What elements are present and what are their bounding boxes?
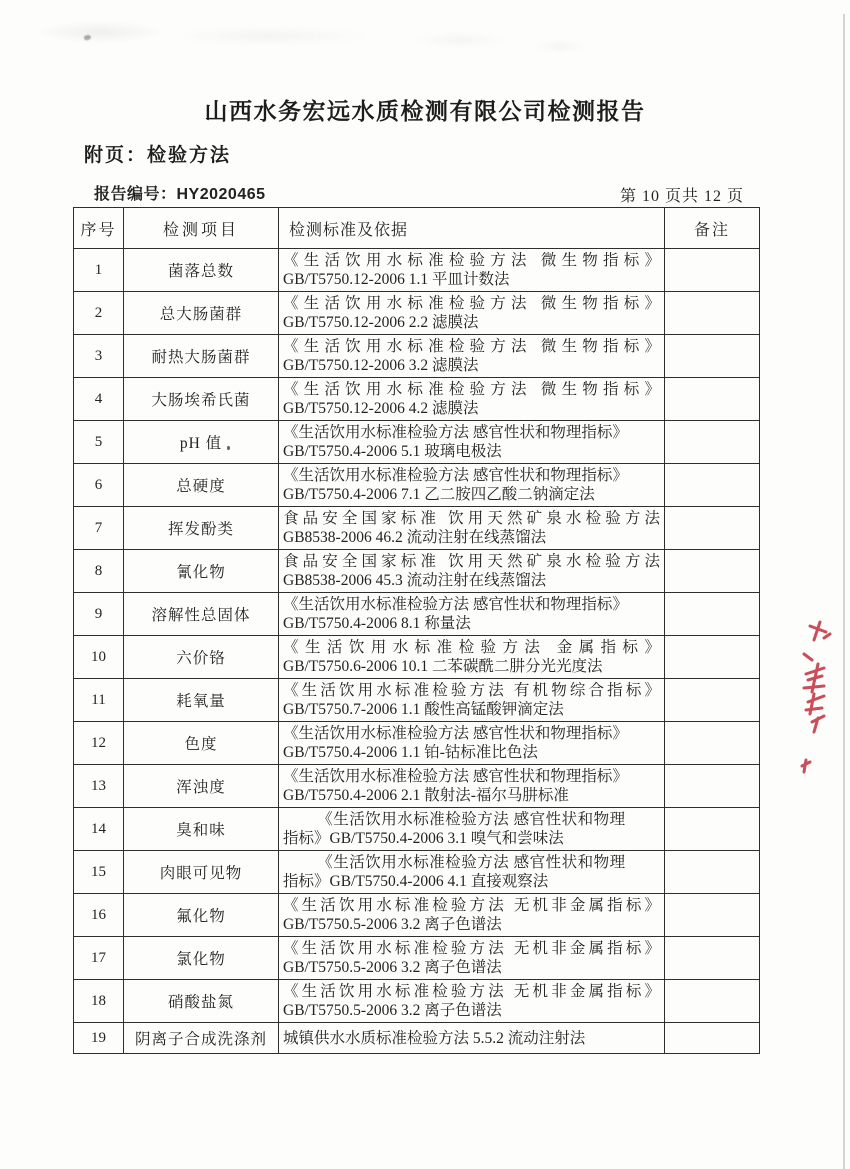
standard-title-line: 《生活饮用水标准检验方法 感官性状和物理指标》	[283, 466, 628, 484]
col-header-standard: 检测标准及依据	[279, 208, 665, 249]
row-item-name: 耐热大肠菌群	[124, 335, 279, 378]
row-note	[665, 851, 760, 894]
standard-method-line: GB/T5750.12-2006 1.1 平皿计数法	[283, 271, 510, 288]
row-seq: 2	[74, 292, 124, 335]
row-item-name: 阴离子合成洗涤剂	[124, 1023, 279, 1054]
row-standard	[279, 1023, 665, 1054]
standard-title-line: 城镇供水水质标准检验方法 5.5.2 流动注射法	[283, 1029, 586, 1047]
row-item-name: 臭和味	[124, 808, 279, 851]
scan-edge-line	[843, 14, 845, 1169]
table-header-row	[74, 208, 760, 249]
table-row	[74, 722, 760, 765]
row-item-name: 氟化物	[124, 894, 279, 937]
row-note	[665, 808, 760, 851]
row-item-name: 硝酸盐氮	[124, 980, 279, 1023]
standard-method-line: GB/T5750.5-2006 3.2 离子色谱法	[283, 1002, 502, 1019]
row-note	[665, 722, 760, 765]
scan-smudge-artifact	[40, 6, 600, 58]
table-row	[74, 636, 760, 679]
row-seq: 19	[74, 1023, 124, 1054]
row-item-name: 溶解性总固体	[124, 593, 279, 636]
row-seq: 17	[74, 937, 124, 980]
standard-method-line: GB/T5750.12-2006 2.2 滤膜法	[283, 314, 479, 331]
attachment-subtitle: 附页：检验方法	[84, 145, 232, 166]
row-note	[665, 378, 760, 421]
row-seq: 5	[74, 421, 124, 464]
table-row	[74, 249, 760, 292]
table-row	[74, 507, 760, 550]
row-seq: 16	[74, 894, 124, 937]
standard-method-line: GB/T5750.4-2006 1.1 铂-钴标准比色法	[283, 744, 538, 761]
row-seq: 14	[74, 808, 124, 851]
row-seq: 3	[74, 335, 124, 378]
col-header-seq: 序号	[74, 208, 124, 249]
standard-method-line: GB/T5750.4-2006 8.1 称量法	[283, 615, 471, 632]
row-seq: 9	[74, 593, 124, 636]
table-row	[74, 980, 760, 1023]
table-row	[74, 937, 760, 980]
standard-title-line: 《生活饮用水标准检验方法 有机物综合指标》	[283, 681, 660, 699]
standard-title-line: 《生活饮用水标准检验方法 感官性状和物理指标》	[283, 767, 628, 785]
row-item-name: pH 值	[124, 421, 279, 464]
row-note	[665, 765, 760, 808]
row-standard	[279, 335, 665, 378]
row-standard	[279, 679, 665, 722]
standard-method-line: GB/T5750.4-2006 2.1 散射法-福尔马肼标准	[283, 787, 569, 804]
page-indicator: 第 10 页共 12 页	[619, 188, 744, 205]
standard-title-line: 《生活饮用水标准检验方法 微生物指标》	[283, 380, 660, 398]
standard-method-line: 指标》GB/T5750.4-2006 4.1 直接观察法	[283, 873, 549, 890]
standard-title-line: 《生活饮用水标准检验方法 无机非金属指标》	[283, 896, 660, 914]
standard-method-line: GB/T5750.12-2006 4.2 滤膜法	[283, 400, 479, 417]
row-standard	[279, 894, 665, 937]
table-row	[74, 808, 760, 851]
table-row	[74, 894, 760, 937]
row-standard	[279, 292, 665, 335]
row-item-name: 挥发酚类	[124, 507, 279, 550]
row-note	[665, 335, 760, 378]
row-standard	[279, 636, 665, 679]
standard-method-line: GB/T5750.4-2006 5.1 玻璃电极法	[283, 443, 502, 460]
row-seq: 18	[74, 980, 124, 1023]
row-standard	[279, 464, 665, 507]
standard-title-line: 《生活饮用水标准检验方法 无机非金属指标》	[283, 939, 660, 957]
red-seal-mark	[784, 618, 836, 786]
standard-title-line: 《生活饮用水标准检验方法 无机非金属指标》	[283, 982, 660, 1000]
row-note	[665, 249, 760, 292]
standard-title-line: 《生活饮用水标准检验方法 感官性状和物理指标》	[283, 423, 628, 441]
table-row	[74, 464, 760, 507]
row-standard	[279, 765, 665, 808]
row-note	[665, 292, 760, 335]
table-row	[74, 378, 760, 421]
row-note	[665, 464, 760, 507]
standard-title-line: 《生活饮用水标准检验方法 金属指标》	[283, 638, 660, 656]
row-item-name: 总硬度	[124, 464, 279, 507]
standard-title-line: 《生活饮用水标准检验方法 微生物指标》	[283, 294, 660, 312]
row-standard	[279, 937, 665, 980]
row-seq: 12	[74, 722, 124, 765]
row-standard	[279, 851, 665, 894]
row-item-name: 氯化物	[124, 937, 279, 980]
row-item-name: 耗氧量	[124, 679, 279, 722]
row-standard	[279, 808, 665, 851]
row-seq: 11	[74, 679, 124, 722]
row-seq: 8	[74, 550, 124, 593]
page-title: 山西水务宏远水质检测有限公司检测报告	[204, 98, 646, 124]
standard-title-line: 《生活饮用水标准检验方法 感官性状和物理指标》	[283, 595, 628, 613]
row-seq: 4	[74, 378, 124, 421]
row-note	[665, 894, 760, 937]
methods-table	[73, 207, 760, 1054]
methods-table-body	[74, 249, 760, 1054]
table-row	[74, 292, 760, 335]
row-seq: 6	[74, 464, 124, 507]
row-note	[665, 937, 760, 980]
row-seq: 10	[74, 636, 124, 679]
row-item-name: 六价铬	[124, 636, 279, 679]
col-header-item: 检测项目	[124, 208, 279, 249]
standard-title-line: 食品安全国家标准 饮用天然矿泉水检验方法	[283, 552, 660, 570]
standard-method-line: GB8538-2006 45.3 流动注射在线蒸馏法	[283, 572, 547, 589]
row-standard	[279, 249, 665, 292]
report-number: 报告编号：HY2020465	[94, 186, 266, 203]
row-item-name: 大肠埃希氏菌	[124, 378, 279, 421]
table-row	[74, 550, 760, 593]
standard-title-line: 《生活饮用水标准检验方法 感官性状和物理	[317, 853, 626, 871]
row-item-name: 氰化物	[124, 550, 279, 593]
standard-title-line: 《生活饮用水标准检验方法 感官性状和物理	[317, 810, 626, 828]
standard-method-line: GB/T5750.5-2006 3.2 离子色谱法	[283, 959, 502, 976]
row-item-name: 色度	[124, 722, 279, 765]
row-note	[665, 507, 760, 550]
table-row	[74, 765, 760, 808]
row-note	[665, 980, 760, 1023]
row-standard	[279, 550, 665, 593]
row-seq: 15	[74, 851, 124, 894]
row-seq: 13	[74, 765, 124, 808]
standard-method-line: GB/T5750.6-2006 10.1 二苯碳酰二肼分光光度法	[283, 658, 603, 675]
row-note	[665, 1023, 760, 1054]
row-standard	[279, 593, 665, 636]
standard-method-line: GB/T5750.5-2006 3.2 离子色谱法	[283, 916, 502, 933]
row-standard	[279, 421, 665, 464]
row-item-name: 浑浊度	[124, 765, 279, 808]
row-item-name: 肉眼可见物	[124, 851, 279, 894]
row-note	[665, 421, 760, 464]
standard-title-line: 《生活饮用水标准检验方法 微生物指标》	[283, 337, 660, 355]
standard-method-line: GB8538-2006 46.2 流动注射在线蒸馏法	[283, 529, 547, 546]
table-row	[74, 1023, 760, 1054]
row-standard	[279, 722, 665, 765]
table-row	[74, 335, 760, 378]
row-seq: 7	[74, 507, 124, 550]
row-note	[665, 636, 760, 679]
row-standard	[279, 507, 665, 550]
table-row	[74, 679, 760, 722]
standard-method-line: GB/T5750.4-2006 7.1 乙二胺四乙酸二钠滴定法	[283, 486, 595, 503]
table-row	[74, 421, 760, 464]
row-item-name: 总大肠菌群	[124, 292, 279, 335]
row-seq: 1	[74, 249, 124, 292]
standard-title-line: 《生活饮用水标准检验方法 感官性状和物理指标》	[283, 724, 628, 742]
table-row	[74, 593, 760, 636]
row-standard	[279, 980, 665, 1023]
standard-title-line: 《生活饮用水标准检验方法 微生物指标》	[283, 251, 660, 269]
row-note	[665, 679, 760, 722]
row-item-name: 菌落总数	[124, 249, 279, 292]
standard-method-line: 指标》GB/T5750.4-2006 3.1 嗅气和尝味法	[283, 830, 564, 847]
standard-method-line: GB/T5750.12-2006 3.2 滤膜法	[283, 357, 479, 374]
standard-method-line: GB/T5750.7-2006 1.1 酸性高锰酸钾滴定法	[283, 701, 564, 718]
col-header-note: 备注	[665, 208, 760, 249]
row-note	[665, 550, 760, 593]
standard-title-line: 食品安全国家标准 饮用天然矿泉水检验方法	[283, 509, 660, 527]
row-note	[665, 593, 760, 636]
table-row	[74, 851, 760, 894]
row-standard	[279, 378, 665, 421]
